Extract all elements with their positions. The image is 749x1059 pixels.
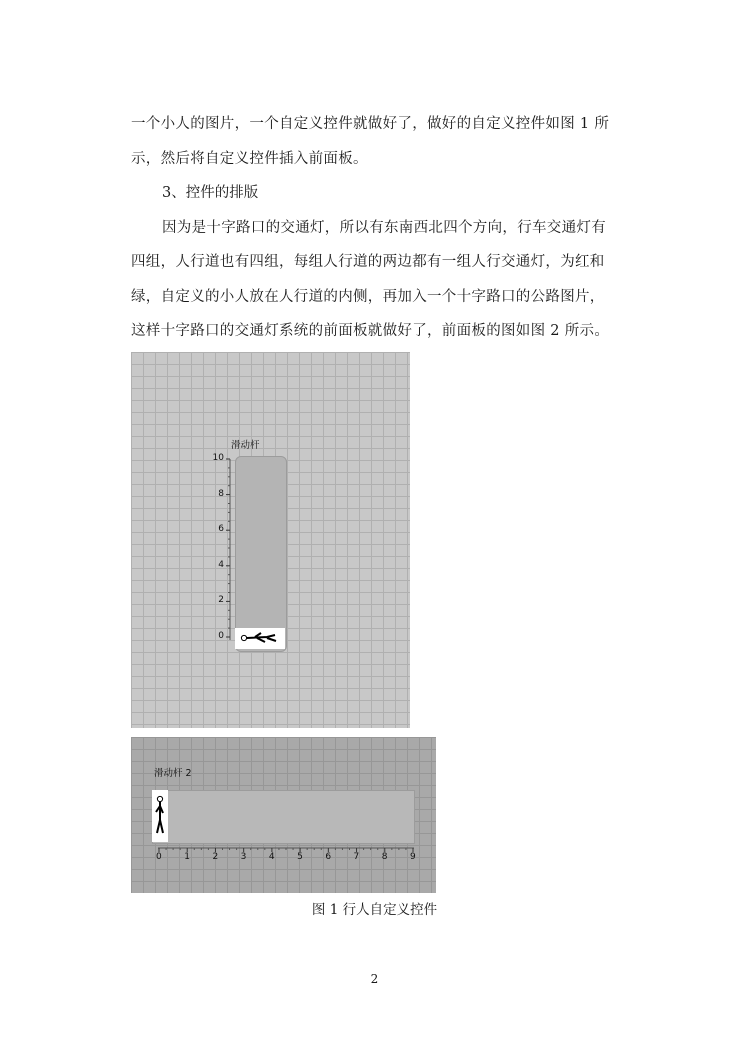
horizontal-scale-label: 3 <box>240 852 247 862</box>
figure-caption: 图 1 行人自定义控件 <box>311 902 438 918</box>
horizontal-scale-label: 2 <box>212 852 219 862</box>
paragraph-line: 示，然后将自定义控件插入前面板。 <box>131 151 368 167</box>
vertical-scale-label: 8 <box>218 488 224 499</box>
horizontal-slider-label: 滑动杆 2 <box>154 768 192 779</box>
page-number: 2 <box>370 972 379 986</box>
horizontal-scale-label: 6 <box>325 852 332 862</box>
horizontal-scale-label: 5 <box>297 852 303 862</box>
vertical-scale-label: 6 <box>218 524 224 535</box>
paragraph-line: 四组，人行道也有四组，每组人行道的两边都有一组人行交通灯，为红和 <box>131 254 605 270</box>
paragraph-line: 这样十字路口的交通灯系统的前面板就做好了，前面板的图如图 2 所示。 <box>131 323 610 339</box>
horizontal-scale-label: 4 <box>268 852 275 862</box>
vertical-scale-label: 4 <box>218 559 224 570</box>
lying-pedestrian-icon <box>235 628 285 649</box>
horizontal-slider-scale <box>131 737 436 893</box>
vertical-slider-panel <box>131 352 410 728</box>
vertical-slider-thumb[interactable] <box>235 628 285 649</box>
horizontal-scale-label: 7 <box>353 852 360 862</box>
paragraph-line: 因为是十字路口的交通灯，所以有东南西北四个方向，行车交通灯有 <box>162 220 606 236</box>
vertical-scale-label: 10 <box>212 453 224 463</box>
vertical-scale-label: 2 <box>218 595 224 606</box>
section-heading: 3、控件的排版 <box>162 185 259 201</box>
horizontal-slider-panel <box>131 737 436 893</box>
paragraph-line: 绿，自定义的小人放在人行道的内侧，再加入一个十字路口的公路图片， <box>131 289 605 305</box>
horizontal-scale-label: 9 <box>410 852 416 862</box>
horizontal-scale-label: 8 <box>381 852 388 862</box>
horizontal-scale-label: 0 <box>156 852 162 862</box>
paragraph-line: 一个小人的图片，一个自定义控件就做好了，做好的自定义控件如图 1 所 <box>131 116 610 132</box>
vertical-slider-label: 滑动杆 <box>231 440 260 451</box>
horizontal-scale-label: 1 <box>184 852 190 862</box>
vertical-scale-label: 0 <box>218 631 224 641</box>
vertical-slider-track[interactable] <box>235 456 287 652</box>
